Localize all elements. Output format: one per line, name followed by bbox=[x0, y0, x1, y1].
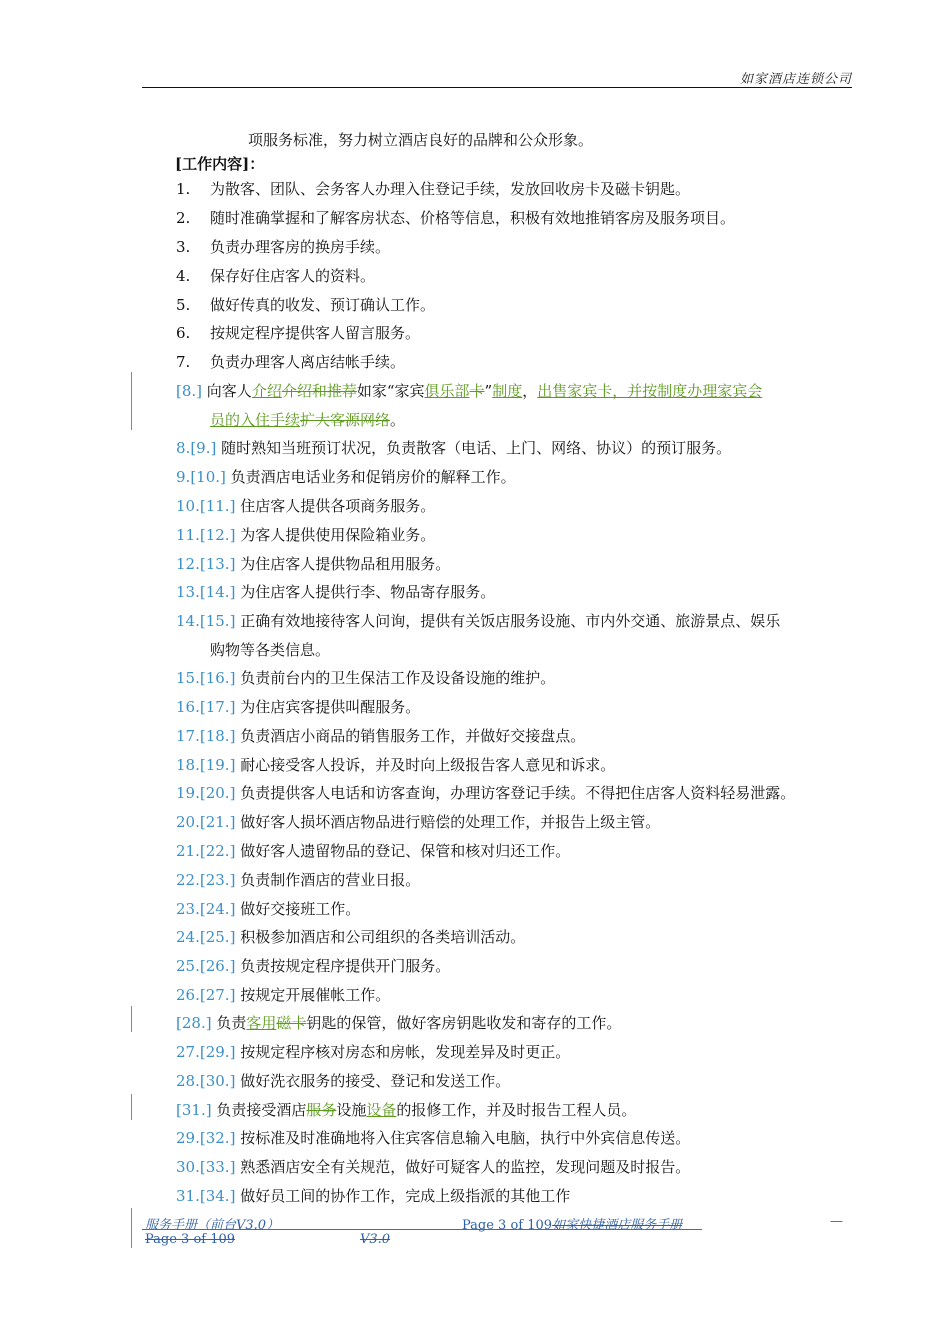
item-text: 负责提供客人电话和访客查询，办理访客登记手续。不得把住店客人资料轻易泄露。 bbox=[240, 784, 796, 802]
item-number: 10.[11.] bbox=[176, 497, 236, 515]
list-item bbox=[176, 783, 795, 803]
item-text: 负责办理客人离店结帐手续。 bbox=[210, 353, 406, 371]
item-number: 15.[16.] bbox=[176, 669, 236, 687]
item-number: 11.[12.] bbox=[176, 526, 236, 544]
item-text: 负责按规定程序提供开门服务。 bbox=[240, 957, 451, 975]
list-item bbox=[176, 1042, 570, 1062]
item-number: 16.[17.] bbox=[176, 698, 236, 716]
list-item bbox=[176, 1128, 690, 1148]
item-text: 按规定程序提供客人留言服务。 bbox=[210, 324, 421, 342]
deleted-text: 卡 bbox=[469, 382, 485, 400]
revision-bar bbox=[131, 372, 132, 430]
item-text: 住店客人提供各项商务服务。 bbox=[240, 497, 436, 515]
inserted-text: 员的入住手续 bbox=[210, 411, 301, 429]
item-text: 负责接受酒店 bbox=[216, 1101, 307, 1119]
deleted-text: 服务 bbox=[306, 1101, 337, 1119]
item-text: 为住店宾客提供叫醒服务。 bbox=[240, 698, 421, 716]
item-text: 积极参加酒店和公司组织的各类培训活动。 bbox=[240, 928, 526, 946]
list-item bbox=[176, 179, 690, 199]
item-text: 做好员工间的协作工作，完成上级指派的其他工作 bbox=[240, 1187, 571, 1205]
item-number: 29.[32.] bbox=[176, 1129, 236, 1147]
footer-dash: — bbox=[830, 1214, 843, 1229]
revision-bar bbox=[131, 1094, 132, 1120]
item-text: 。 bbox=[390, 411, 406, 429]
list-item bbox=[176, 870, 420, 890]
list-item bbox=[176, 467, 516, 487]
inserted-text: 出售家宾卡，并按制度办理家宾会 bbox=[537, 382, 763, 400]
item-text: 为住店客人提供物品租用服务。 bbox=[240, 555, 451, 573]
list-item-revised bbox=[176, 1013, 621, 1033]
revision-bar bbox=[131, 1208, 132, 1248]
footer-old-page: Page 3 of 109 bbox=[145, 1232, 236, 1247]
item-number: 26.[27.] bbox=[176, 986, 236, 1004]
item-number: 2. bbox=[176, 209, 191, 227]
item-text: 钥匙的保管，做好客房钥匙收发和寄存的工作。 bbox=[306, 1014, 622, 1032]
list-item-revised bbox=[176, 1100, 636, 1120]
list-item bbox=[176, 927, 525, 947]
item-text: 为散客、团队、会务客人办理入住登记手续，发放回收房卡及磁卡钥匙。 bbox=[210, 180, 691, 198]
item-text: 的报修工作，并及时报告工程人员。 bbox=[396, 1101, 637, 1119]
item-text: 做好交接班工作。 bbox=[240, 900, 361, 918]
list-item bbox=[176, 899, 360, 919]
item-number: 17.[18.] bbox=[176, 727, 236, 745]
intro-line: 项服务标准，努力树立酒店良好的品牌和公众形象。 bbox=[248, 131, 594, 149]
item-number: [8.] bbox=[176, 382, 203, 400]
item-number: 27.[29.] bbox=[176, 1043, 236, 1061]
item-number: 5. bbox=[176, 296, 191, 314]
item-number: 3. bbox=[176, 238, 191, 256]
item-text: 负责 bbox=[216, 1014, 247, 1032]
item-text: 负责酒店电话业务和促销房价的解释工作。 bbox=[230, 468, 516, 486]
list-item bbox=[176, 956, 450, 976]
item-text: 随时熟知当班预订状况，负责散客（电话、上门、网络、协议）的预订服务。 bbox=[221, 439, 732, 457]
footer-doc-title: 服务手册（前台V3.0） bbox=[145, 1218, 280, 1233]
item-text: 耐心接受客人投诉，并及时向上级报告客人意见和诉求。 bbox=[240, 756, 616, 774]
list-item bbox=[176, 554, 450, 574]
item-text: 随时准确掌握和了解客房状态、价格等信息，积极有效地推销客房及服务项目。 bbox=[210, 209, 736, 227]
item-number: 4. bbox=[176, 267, 191, 285]
item-text: 向客人 bbox=[206, 382, 252, 400]
inserted-text: 俱乐部 bbox=[424, 382, 470, 400]
revision-bar bbox=[131, 1006, 132, 1032]
item-text: 如家“家宾 bbox=[356, 382, 425, 400]
item-number: [31.] bbox=[176, 1101, 212, 1119]
item-number: 20.[21.] bbox=[176, 813, 236, 831]
item-number: 28.[30.] bbox=[176, 1072, 236, 1090]
item-number: 8.[9.] bbox=[176, 439, 217, 457]
item-text: 正确有效地接待客人问询，提供有关饭店服务设施、市内外交通、旅游景点、娱乐 bbox=[240, 612, 781, 630]
inserted-text: 制度 bbox=[492, 382, 523, 400]
item-text: 负责制作酒店的营业日报。 bbox=[240, 871, 421, 889]
list-item bbox=[176, 668, 555, 688]
item-text: 为住店客人提供行李、物品寄存服务。 bbox=[240, 583, 496, 601]
footer-page-number: Page 3 of 109如家快捷酒店服务手册 bbox=[462, 1218, 683, 1233]
list-item-revised bbox=[176, 381, 762, 429]
list-item bbox=[176, 323, 420, 343]
item-number: 24.[25.] bbox=[176, 928, 236, 946]
item-number: 13.[14.] bbox=[176, 583, 236, 601]
inserted-text: 设备 bbox=[366, 1101, 397, 1119]
item-number: 12.[13.] bbox=[176, 555, 236, 573]
list-item bbox=[176, 208, 735, 228]
list-item bbox=[176, 611, 780, 659]
item-text: ” bbox=[484, 382, 493, 400]
inserted-text: 介绍 bbox=[251, 382, 282, 400]
item-text: 负责酒店小商品的销售服务工作，并做好交接盘点。 bbox=[240, 727, 586, 745]
list-item bbox=[176, 496, 435, 516]
list-item bbox=[176, 697, 420, 717]
list-item bbox=[176, 295, 435, 315]
item-number: 18.[19.] bbox=[176, 756, 236, 774]
item-number: 25.[26.] bbox=[176, 957, 236, 975]
item-number: 9.[10.] bbox=[176, 468, 226, 486]
list-item bbox=[176, 237, 390, 257]
list-item bbox=[176, 841, 570, 861]
item-number: 22.[23.] bbox=[176, 871, 236, 889]
item-number: 31.[34.] bbox=[176, 1187, 236, 1205]
item-text: 负责前台内的卫生保洁工作及设备设施的维护。 bbox=[240, 669, 556, 687]
item-number: 7. bbox=[176, 353, 191, 371]
list-item bbox=[176, 1186, 570, 1206]
list-item bbox=[176, 352, 405, 372]
item-number: 30.[33.] bbox=[176, 1158, 236, 1176]
footer-rule bbox=[142, 1229, 702, 1230]
list-item bbox=[176, 812, 660, 832]
item-text: 按标准及时准确地将入住宾客信息输入电脑，执行中外宾信息传送。 bbox=[240, 1129, 691, 1147]
item-text: 按规定开展催帐工作。 bbox=[240, 986, 391, 1004]
item-text: 设施 bbox=[336, 1101, 367, 1119]
footer-old-version: V3.0 bbox=[360, 1232, 391, 1247]
list-item bbox=[176, 1071, 510, 1091]
item-text: 按规定程序核对房态和房帐，发现差异及时更正。 bbox=[240, 1043, 571, 1061]
list-item bbox=[176, 1157, 690, 1177]
item-text: 保存好住店客人的资料。 bbox=[210, 267, 376, 285]
item-text: 为客人提供使用保险箱业务。 bbox=[240, 526, 436, 544]
item-text: 做好洗衣服务的接受、登记和发送工作。 bbox=[240, 1072, 511, 1090]
list-item bbox=[176, 525, 435, 545]
section-heading: [工作内容]： bbox=[175, 155, 265, 173]
item-text: 熟悉酒店安全有关规范，做好可疑客人的监控，发现问题及时报告。 bbox=[240, 1158, 691, 1176]
item-text: 购物等各类信息。 bbox=[210, 641, 331, 659]
item-text: 负责办理客房的换房手续。 bbox=[210, 238, 391, 256]
item-text: 做好客人遗留物品的登记、保管和核对归还工作。 bbox=[240, 842, 571, 860]
item-number: 14.[15.] bbox=[176, 612, 236, 630]
list-item bbox=[176, 985, 390, 1005]
list-item bbox=[176, 438, 731, 458]
list-item bbox=[176, 582, 495, 602]
list-item bbox=[176, 266, 375, 286]
deleted-text: 磁卡 bbox=[276, 1014, 307, 1032]
item-number: 19.[20.] bbox=[176, 784, 236, 802]
item-number: [28.] bbox=[176, 1014, 212, 1032]
item-number: 21.[22.] bbox=[176, 842, 236, 860]
deleted-text: 扩大客源网络 bbox=[300, 411, 391, 429]
inserted-text: 客用 bbox=[246, 1014, 277, 1032]
list-item bbox=[176, 755, 615, 775]
item-text: 做好客人损坏酒店物品进行赔偿的处理工作，并报告上级主管。 bbox=[240, 813, 661, 831]
item-number: 1. bbox=[176, 180, 191, 198]
list-item bbox=[176, 726, 585, 746]
header-company: 如家酒店连锁公司 bbox=[739, 72, 852, 87]
item-number: 6. bbox=[176, 324, 191, 342]
deleted-text: 介绍和推荐 bbox=[281, 382, 357, 400]
item-text: 做好传真的收发、预订确认工作。 bbox=[210, 296, 436, 314]
item-text: ， bbox=[522, 382, 538, 400]
item-number: 23.[24.] bbox=[176, 900, 236, 918]
